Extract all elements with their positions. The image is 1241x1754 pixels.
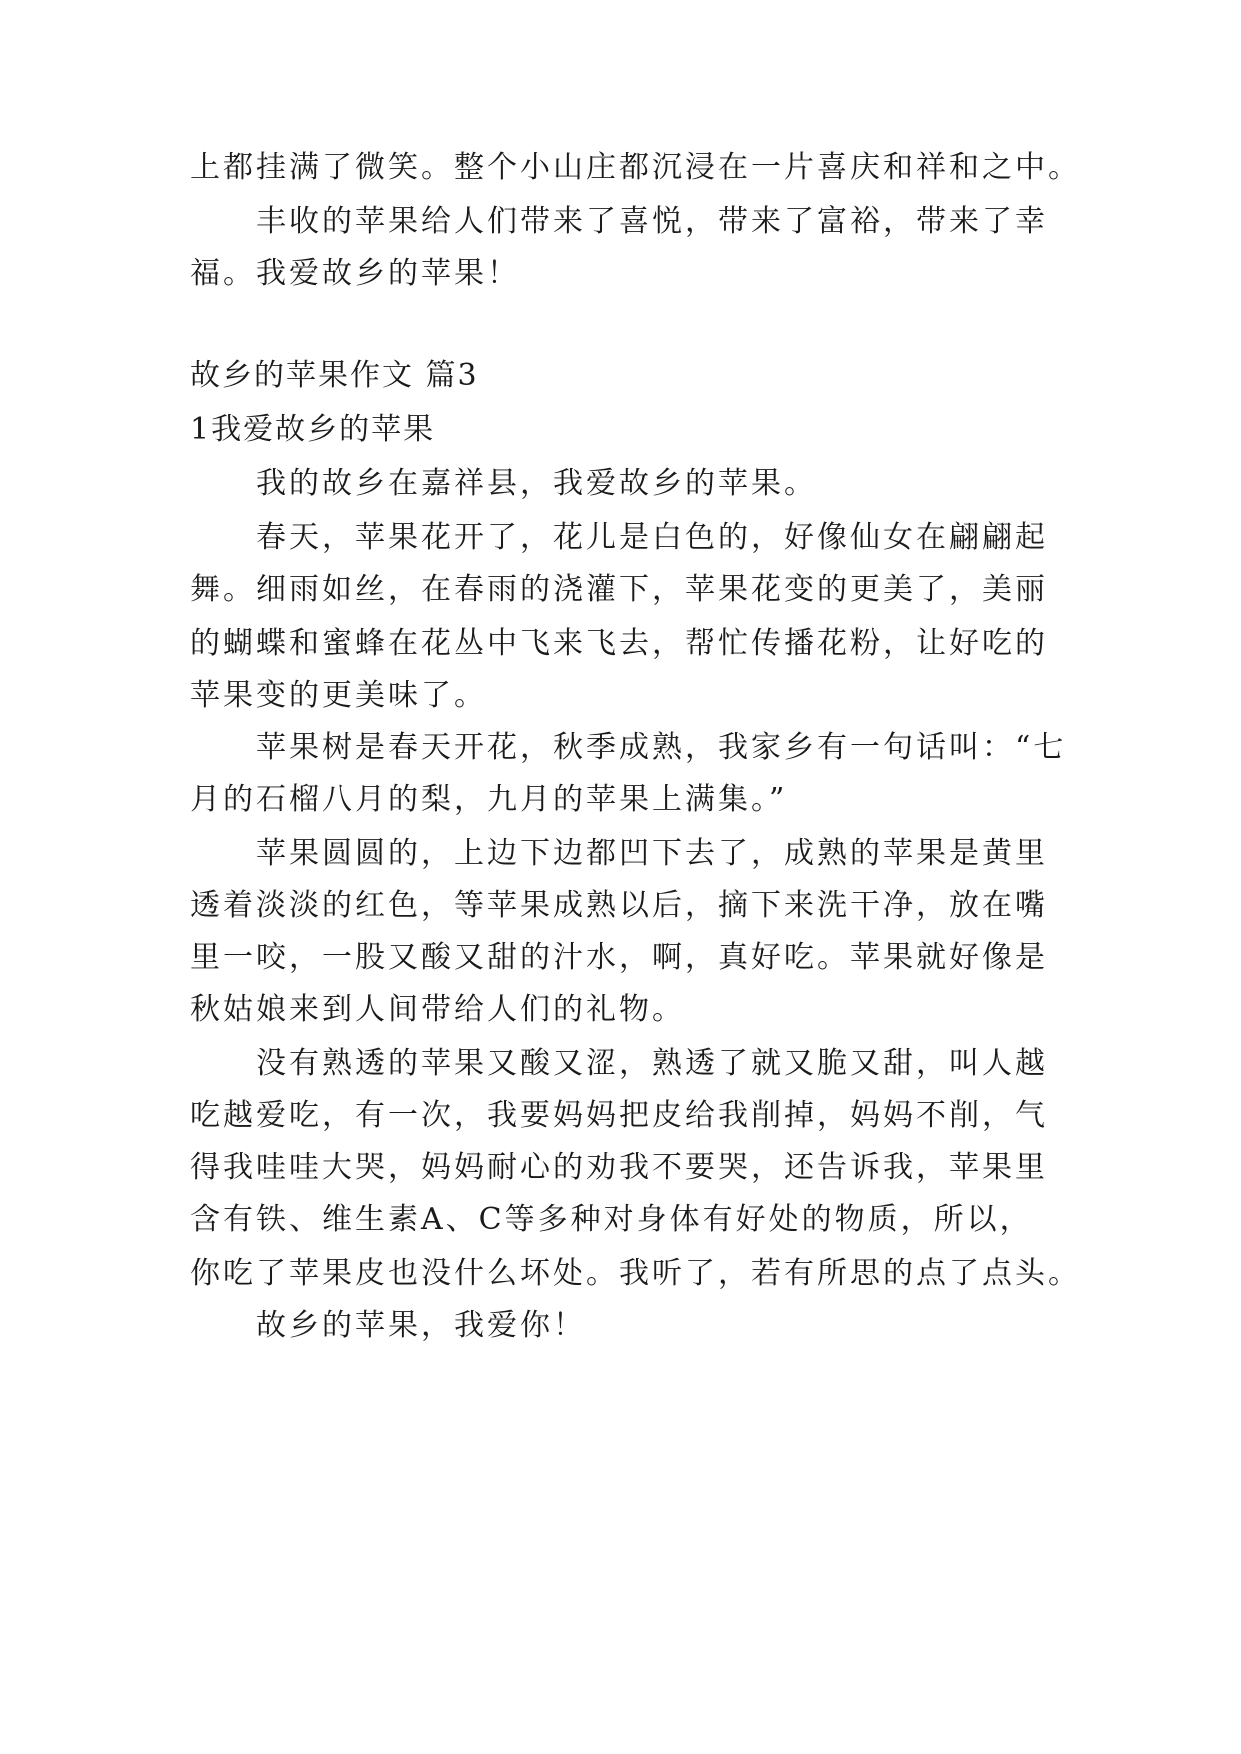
- paragraph-line-14: 秋姑娘来到人间带给人们的礼物。: [190, 992, 685, 1027]
- paragraph-line-11: 苹果圆圆的，上边下边都凹下去了，成熟的苹果是黄里: [256, 836, 1048, 871]
- paragraph-line-4: 我的故乡在嘉祥县，我爱故乡的苹果。: [256, 466, 817, 501]
- paragraph-line-1: 上都挂满了微笑。整个小山庄都沉浸在一片喜庆和祥和之中。: [190, 150, 1081, 185]
- paragraph-line-16: 吃越爱吃，有一次，我要妈妈把皮给我削掉，妈妈不削，气: [190, 1098, 1048, 1133]
- paragraph-line-5: 春天，苹果花开了，花儿是白色的，好像仙女在翩翩起: [256, 520, 1048, 555]
- paragraph-line-7: 的蝴蝶和蜜蜂在花丛中飞来飞去，帮忙传播花粉，让好吃的: [190, 626, 1048, 661]
- paragraph-line-19: 你吃了苹果皮也没什么坏处。我听了，若有所思的点了点头。: [190, 1256, 1081, 1291]
- paragraph-line-8: 苹果变的更美味了。: [190, 678, 487, 713]
- paragraph-line-18: 含有铁、维生素A、C等多种对身体有好处的物质，所以，: [190, 1202, 1033, 1237]
- paragraph-line-15: 没有熟透的苹果又酸又涩，熟透了就又脆又甜，叫人越: [256, 1046, 1048, 1081]
- section-heading: 故乡的苹果作文 篇3: [190, 358, 479, 393]
- paragraph-line-3: 福。我爱故乡的苹果！: [190, 256, 520, 291]
- paragraph-line-6: 舞。细雨如丝，在春雨的浇灌下，苹果花变的更美了，美丽: [190, 572, 1048, 607]
- paragraph-line-2: 丰收的苹果给人们带来了喜悦，带来了富裕，带来了幸: [256, 204, 1048, 239]
- paragraph-line-9: 苹果树是春天开花，秋季成熟，我家乡有一句话叫：“七: [256, 730, 1067, 765]
- paragraph-line-12: 透着淡淡的红色，等苹果成熟以后，摘下来洗干净，放在嘴: [190, 888, 1048, 923]
- paragraph-line-20: 故乡的苹果，我爱你！: [256, 1308, 586, 1343]
- paragraph-line-13: 里一咬，一股又酸又甜的汁水，啊，真好吃。苹果就好像是: [190, 940, 1048, 975]
- paragraph-line-10: 月的石榴八月的梨，九月的苹果上满集。”: [190, 782, 788, 817]
- essay-title: 1我爱故乡的苹果: [190, 412, 436, 447]
- paragraph-line-17: 得我哇哇大哭，妈妈耐心的劝我不要哭，还告诉我，苹果里: [190, 1150, 1048, 1185]
